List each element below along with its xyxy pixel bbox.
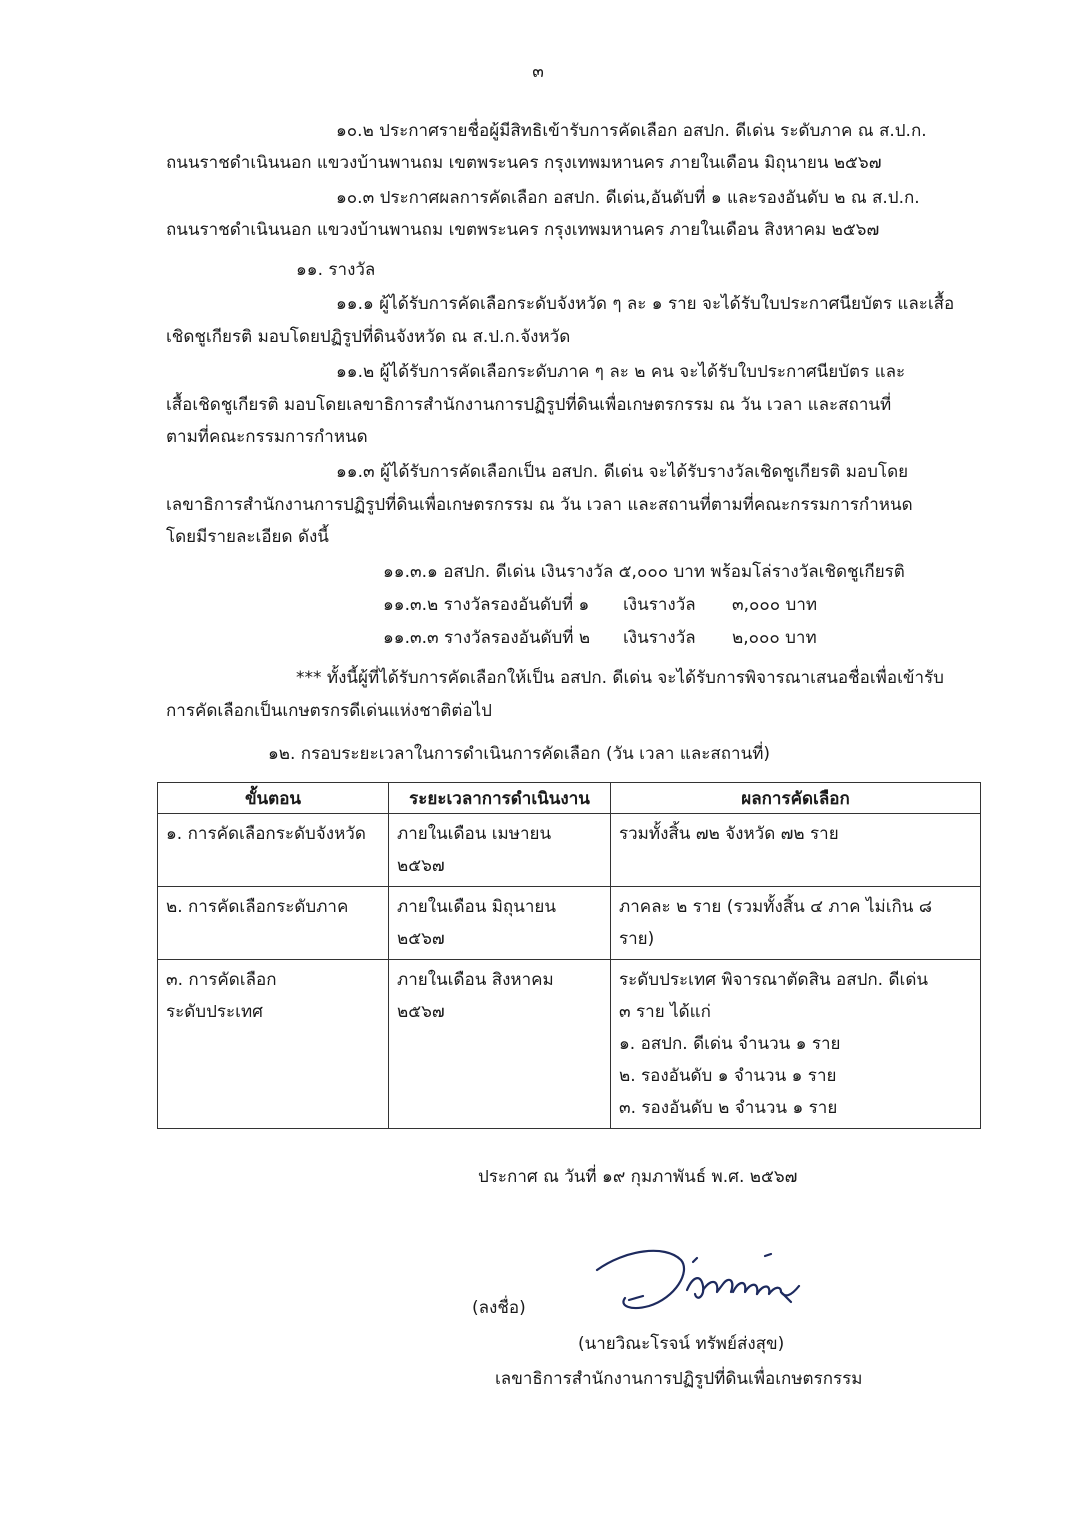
cell-line: ๓. รองอันดับ ๒ จำนวน ๑ ราย bbox=[619, 1098, 838, 1118]
cell-step bbox=[158, 887, 389, 960]
sec11-2-line3: ตามที่คณะกรรมการกำหนด bbox=[166, 427, 368, 447]
cell-result bbox=[611, 814, 981, 887]
cell-line: ๓. การคัดเลือก bbox=[166, 970, 277, 990]
sec10-3-line2: ถนนราชดำเนินนอก แขวงบ้านพานถม เขตพระนคร กรุงเทพมหานคร ภายในเดือน สิงหาคม ๒๕๖๗ bbox=[166, 220, 880, 240]
signer-position: เลขาธิการสำนักงานการปฏิรูปที่ดินเพื่อเกษตรกรรม bbox=[495, 1369, 863, 1389]
cell-line: ๒. รองอันดับ ๑ จำนวน ๑ ราย bbox=[619, 1066, 837, 1086]
cell-line: รวมทั้งสิ้น ๗๒ จังหวัด ๗๒ ราย bbox=[619, 824, 839, 844]
header-period: ระยะเวลาการดำเนินงาน bbox=[389, 783, 611, 814]
cell-line: ๒๕๖๗ bbox=[397, 856, 445, 876]
cell-line: ๒. การคัดเลือกระดับภาค bbox=[166, 897, 349, 917]
cell-line: ภาคละ ๒ ราย (รวมทั้งสิ้น ๔ ภาค ไม่เกิน ๘ ราย) bbox=[619, 897, 932, 949]
sec10-3-line1: ๑๐.๓ ประกาศผลการคัดเลือก อสปก. ดีเด่น,อันดับที่ ๑ และรองอันดับ ๒ ณ ส.ป.ก. bbox=[336, 188, 920, 208]
sec12-heading: ๑๒. กรอบระยะเวลาในการดำเนินการคัดเลือก (วัน เวลา และสถานที่) bbox=[268, 744, 771, 764]
handwritten-signature bbox=[585, 1240, 825, 1320]
header-step: ขั้นตอน bbox=[158, 783, 389, 814]
award-2-amount: ๓,๐๐๐ บาท bbox=[732, 595, 818, 615]
cell-period bbox=[389, 887, 611, 960]
award-3-label: ๑๑.๓.๓ รางวัลรองอันดับที่ ๒ bbox=[383, 628, 591, 648]
cell-result bbox=[611, 887, 981, 960]
cell-line: ระดับประเทศ bbox=[166, 1002, 263, 1022]
sec11-3-line3: โดยมีรายละเอียด ดังนี้ bbox=[166, 527, 329, 547]
sec11-heading: ๑๑. รางวัล bbox=[296, 260, 376, 280]
cell-line: ๑. การคัดเลือกระดับจังหวัด bbox=[166, 824, 366, 844]
award-2-prize: เงินรางวัล bbox=[623, 595, 696, 615]
cell-line: ภายในเดือน เมษายน bbox=[397, 824, 552, 844]
cell-step bbox=[158, 814, 389, 887]
award-3-amount: ๒,๐๐๐ บาท bbox=[732, 628, 817, 648]
announce-date: ประกาศ ณ วันที่ ๑๙ กุมภาพันธ์ พ.ศ. ๒๕๖๗ bbox=[478, 1167, 798, 1187]
award-3-prize: เงินรางวัล bbox=[623, 628, 696, 648]
cell-period bbox=[389, 814, 611, 887]
cell-line: ภายในเดือน มิถุนายน bbox=[397, 897, 556, 917]
award-2-label: ๑๑.๓.๒ รางวัลรองอันดับที่ ๑ bbox=[383, 595, 590, 615]
note-line1: *** ทั้งนี้ผู้ที่ได้รับการคัดเลือกให้เป็น อสปก. ดีเด่น จะได้รับการพิจารณาเสนอชื่อเพื่อเข้ารับ bbox=[296, 668, 944, 688]
sec10-2-line2: ถนนราชดำเนินนอก แขวงบ้านพานถม เขตพระนคร กรุงเทพมหานคร ภายในเดือน มิถุนายน ๒๕๖๗ bbox=[166, 153, 882, 173]
header-result: ผลการคัดเลือก bbox=[611, 783, 981, 814]
table-row bbox=[158, 887, 981, 960]
sign-label: (ลงชื่อ) bbox=[472, 1298, 526, 1318]
cell-line: ๓ ราย ได้แก่ bbox=[619, 1002, 711, 1022]
sec11-1-line2: เชิดชูเกียรติ มอบโดยปฏิรูปที่ดินจังหวัด ณ ส.ป.ก.จังหวัด bbox=[166, 327, 571, 347]
cell-line: ระดับประเทศ พิจารณาตัดสิน อสปก. ดีเด่น bbox=[619, 970, 928, 990]
cell-line: ภายในเดือน สิงหาคม bbox=[397, 970, 554, 990]
cell-line: ๒๕๖๗ bbox=[397, 929, 445, 949]
table-row bbox=[158, 960, 981, 1129]
sec11-2-line2: เสื้อเชิดชูเกียรติ มอบโดยเลขาธิการสำนักงานการปฏิรูปที่ดินเพื่อเกษตรกรรม ณ วัน เวลา และสถานที่ bbox=[166, 395, 892, 415]
sec11-1-line1: ๑๑.๑ ผู้ได้รับการคัดเลือกระดับจังหวัด ๆ ละ ๑ ราย จะได้รับใบประกาศนียบัตร และเสื้อ bbox=[336, 294, 955, 314]
cell-step bbox=[158, 960, 389, 1129]
cell-line: ๑. อสปก. ดีเด่น จำนวน ๑ ราย bbox=[619, 1034, 841, 1054]
table-header-row bbox=[158, 783, 981, 814]
cell-line: ๒๕๖๗ bbox=[397, 1002, 445, 1022]
table-row bbox=[158, 814, 981, 887]
sec11-3-line2: เลขาธิการสำนักงานการปฏิรูปที่ดินเพื่อเกษตรกรรม ณ วัน เวลา และสถานที่ตามที่คณะกรรมการกำหนด bbox=[166, 495, 913, 515]
signer-name: (นายวิณะโรจน์ ทรัพย์ส่งสุข) bbox=[578, 1334, 785, 1354]
sec10-2-line1: ๑๐.๒ ประกาศรายชื่อผู้มีสิทธิเข้ารับการคัดเลือก อสปก. ดีเด่น ระดับภาค ณ ส.ป.ก. bbox=[336, 121, 927, 141]
page-number: ๓ bbox=[532, 62, 544, 82]
sec11-2-line1: ๑๑.๒ ผู้ได้รับการคัดเลือกระดับภาค ๆ ละ ๒ คน จะได้รับใบประกาศนียบัตร และ bbox=[336, 362, 906, 382]
schedule-table bbox=[157, 782, 981, 1129]
note-line2: การคัดเลือกเป็นเกษตรกรดีเด่นแห่งชาติต่อไป bbox=[166, 701, 492, 721]
cell-result bbox=[611, 960, 981, 1129]
sec11-3-line1: ๑๑.๓ ผู้ได้รับการคัดเลือกเป็น อสปก. ดีเด่น จะได้รับรางวัลเชิดชูเกียรติ มอบโดย bbox=[336, 462, 909, 482]
cell-period bbox=[389, 960, 611, 1129]
award-1: ๑๑.๓.๑ อสปก. ดีเด่น เงินรางวัล ๕,๐๐๐ บาท พร้อมโล่รางวัลเชิดชูเกียรติ bbox=[383, 562, 905, 582]
